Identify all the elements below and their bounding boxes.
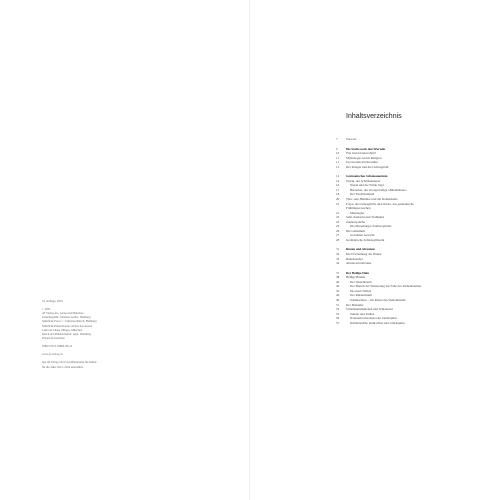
toc-entry-title: Vorwort: [346, 137, 357, 141]
toc-entry-title: Gestohlen Gewicht: [350, 233, 375, 238]
toc-page-number: 14: [336, 174, 340, 179]
toc-entry: [336, 238, 476, 243]
toc-page-number: 37: [336, 270, 340, 275]
imprint-line: © 2001: [42, 307, 51, 312]
toc-entry-title: Heilige Bäume: [346, 275, 366, 280]
toc-page-number: 33: [336, 256, 340, 261]
toc-entry: [336, 165, 476, 170]
toc-page-number: 16: [336, 183, 340, 188]
toc-entry-title: Marienglas: [350, 210, 365, 215]
toc-page-number: 28: [336, 237, 340, 242]
imprint-block: [42, 344, 192, 348]
imprint-line: www.at-verlag.ch: [42, 352, 63, 357]
toc-section: [336, 137, 476, 142]
toc-page-number: 57: [336, 320, 340, 325]
toc-entry-title: Urreiverum und Kontinu: [346, 160, 378, 165]
toc-entry: [336, 137, 476, 142]
toc-entry-title: Die Geheimnis: [346, 228, 366, 233]
imprint-line: Umschlagbild: Johannes Grube, Hamburg: [42, 315, 91, 320]
toc-page-number: 18: [336, 192, 340, 197]
toc-entry-title: Der Krieger und die Liebesgöttin: [346, 164, 389, 169]
table-of-contents: [336, 112, 476, 330]
toc-entry-title: Alruna und Alraune: [346, 261, 372, 266]
imprint-block: [42, 299, 192, 303]
toc-entry-title: Wotan und die Wilde Jagd: [350, 183, 384, 188]
imprint-line: Druck und Bindearbeiten: Appl, Wemding: [42, 331, 91, 336]
toc-page-number: 21: [336, 210, 340, 215]
toc-page-number: 7: [336, 137, 338, 141]
toc-entry-title: Zunder und Zauber: [350, 311, 375, 316]
toc-section: [336, 247, 476, 265]
toc-section: [336, 147, 476, 170]
toc-entry-title: Frühlingserwachen: [346, 206, 371, 211]
toc-page-number: 23: [336, 215, 340, 220]
toc-page-number: 20: [336, 197, 340, 202]
toc-page-number: 31: [336, 247, 340, 252]
toc-page-number: 26: [336, 228, 340, 233]
imprint-line: für die Jahre 2021–2024 unterstützt.: [42, 364, 84, 369]
toc-entry-title: Der Holunder: [346, 302, 364, 307]
toc-page-number: 14: [336, 178, 340, 183]
toc-entry-title: Nationalsocietatien oder Zauberpilze: [350, 316, 398, 321]
toc-section: [336, 174, 476, 242]
toc-page-number: 25: [336, 224, 340, 229]
toc-entry-title: Der Brauch der Erinnerung zur Falle des Weltenbaumes: [350, 284, 422, 289]
toc-entry-title: Mythologie versus Religion: [346, 155, 382, 160]
toc-entry-title: Die Merseburger Zaubersprüche: [350, 224, 392, 229]
toc-page-number: 46: [336, 293, 340, 298]
toc-page-number: 43: [336, 288, 340, 293]
toc-entry-title: Zaubersprüche: [346, 219, 365, 224]
toc-page-number: 56: [336, 316, 340, 321]
imprint-block: [42, 360, 192, 368]
toc-page-number: 55: [336, 311, 340, 316]
toc-entry-title: Runenzauber: [346, 256, 363, 261]
toc-section: [336, 271, 476, 326]
toc-entry: [336, 261, 476, 266]
toc-page-number: 11: [336, 155, 340, 160]
toc-entry-title: Krümenstilde, Kuhrschrot und Glückspilze: [350, 320, 405, 325]
toc-entry-title: Weihnachten – das Ritual des Weltenbaums: [350, 297, 406, 302]
toc-page-number: 9: [336, 146, 338, 151]
toc-page-number: 49: [336, 297, 340, 302]
toc-entry-title: Berserker, der zwergewaltige »Bärenhäuter«: [350, 187, 407, 192]
toc-page-number: 53: [336, 307, 340, 312]
toc-page-number: 13: [336, 164, 340, 169]
imprint-line: AT Verlag AG, Aarau und München: [42, 311, 84, 316]
toc-page-number: 21: [336, 201, 340, 206]
toc-title: Inhaltsverzeichnis: [346, 113, 402, 120]
toc-entry-title: Der Heilige Hain: [346, 270, 369, 275]
toc-entry-title: Der Rindenbaum: [350, 293, 372, 298]
toc-page-number: 17: [336, 187, 340, 192]
toc-entry-title: Die Erscheinung der Runen: [346, 252, 382, 257]
toc-entry-title: Der Weltenbaum: [350, 279, 372, 284]
toc-entry-title: Seiß, Zauberin und Trollkunst: [346, 215, 385, 220]
toc-entry-title: Die Suche nach den Wurzeln: [346, 146, 386, 151]
toc-page-number: 32: [336, 252, 340, 257]
imprint-line: Sämtliche Fotos: © Christian Rätsch, Hamburg: [42, 319, 97, 324]
toc-page-number: 11: [336, 160, 340, 165]
toc-sections: [336, 137, 476, 325]
imprint-line: ISBN 978-3-03800-201-8: [42, 344, 72, 349]
toc-page-number: 10: [336, 151, 340, 156]
toc-page-number: 42: [336, 284, 340, 289]
toc-entry-title: Runen und Alraunen: [346, 247, 375, 252]
toc-entry-title: Germanisches Schamanentum: [346, 174, 388, 179]
toc-entry-title: Schamanendämonen und Schrekensi: [346, 307, 393, 312]
imprint-block: [42, 307, 192, 340]
imprint-line: Printed in Germany: [42, 335, 65, 340]
toc-page-number: 27: [336, 233, 340, 238]
toc-entry-title: Germanische Zahlensymbolik: [346, 237, 385, 242]
toc-entry: [336, 321, 476, 326]
toc-page-number: 40: [336, 279, 340, 284]
imprint-page: [42, 299, 192, 373]
toc-entry-title: Die neun Welten: [350, 288, 372, 293]
imprint-line: Sämtliche Illustrationen: Archiv des Autors: [42, 323, 93, 328]
imprint-line: Lektorat: Diane Zilliges, München: [42, 327, 83, 332]
toc-entry-title: Wotan, der Schamanengott: [346, 178, 381, 183]
toc-entry-title: Der Fruchtbanfand: [350, 192, 375, 197]
toc-page-number: 23: [336, 219, 340, 224]
toc-page-number: 34: [336, 261, 340, 266]
imprint-block: [42, 352, 192, 356]
toc-entry-title: Wie sind Urzeitwallen?: [346, 151, 376, 156]
imprint-line: 16. Auflage, 2023: [42, 299, 63, 303]
imprint-line: Der AT Verlag wird vom Bundesamt für Kultur: [42, 360, 97, 365]
toc-entry-title: Thor, sein Hammer und die Donnerkeile: [346, 197, 398, 202]
toc-page-number: 51: [336, 302, 340, 307]
page-gutter: [249, 0, 250, 500]
toc-entry-title: Freya, die Liebesgöttin, und Ostara, das germanische: [346, 201, 414, 206]
toc-page-number: 38: [336, 275, 340, 280]
